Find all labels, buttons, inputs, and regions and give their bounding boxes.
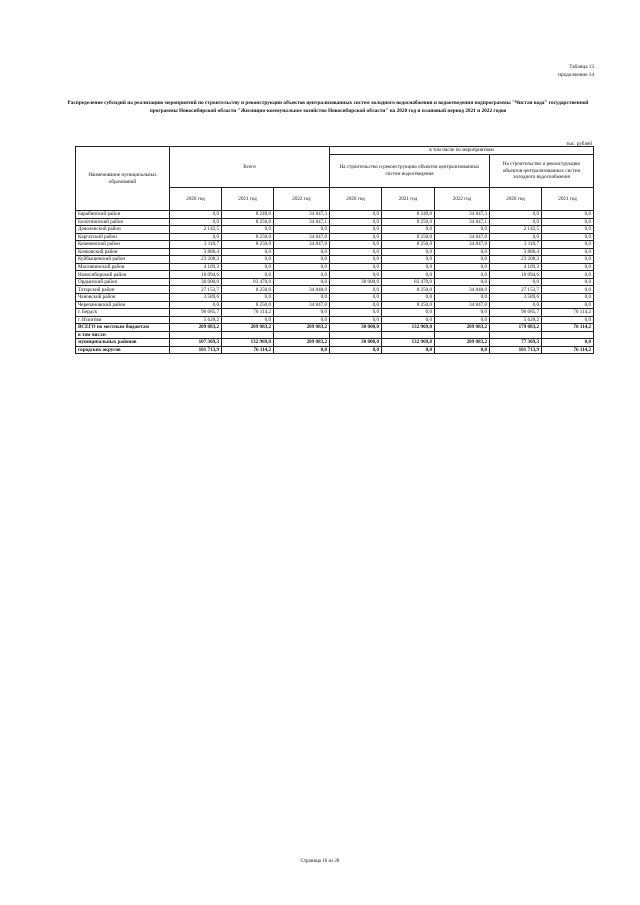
municipality-name-cell: Черепановский район — [76, 301, 170, 309]
amount-cell: 0,0 — [382, 316, 435, 324]
municipality-name-cell: Барабинский район — [76, 211, 170, 219]
amount-cell: 0,0 — [382, 248, 435, 256]
table-label: Таблица 13 — [569, 64, 594, 70]
amount-cell: 0,0 — [435, 294, 490, 302]
amount-cell: 8 249,0 — [222, 211, 274, 219]
amount-cell: 209 083,2 — [435, 339, 490, 347]
amount-cell: 8 250,0 — [222, 233, 274, 241]
amount-cell: 209 083,2 — [274, 339, 330, 347]
amount-cell: 76 114,2 — [222, 309, 274, 317]
amount-cell: 0,0 — [222, 316, 274, 324]
amount-cell: 0,0 — [435, 248, 490, 256]
header-year: 2022 год — [274, 188, 330, 211]
amount-cell: 0,0 — [542, 248, 594, 256]
table-row — [76, 278, 594, 286]
amount-cell: 34 847,0 — [435, 241, 490, 249]
municipality-name-cell: Доволенский район — [76, 226, 170, 234]
table-row — [76, 256, 594, 264]
municipality-name-cell: Маслянинский район — [76, 263, 170, 271]
amount-cell — [542, 331, 594, 339]
header-municipality: Наименование муниципальных образований — [76, 147, 170, 211]
amount-cell: 3 880,4 — [490, 248, 542, 256]
amount-cell: 8 250,0 — [382, 233, 435, 241]
amount-cell: 34 848,0 — [435, 286, 490, 294]
amount-cell: 0,0 — [330, 241, 382, 249]
amount-cell: 0,0 — [330, 248, 382, 256]
amount-cell: 34 848,0 — [274, 286, 330, 294]
amount-cell: 27 153,7 — [490, 286, 542, 294]
amount-cell: 209 083,2 — [222, 324, 274, 332]
amount-cell: 0,0 — [382, 271, 435, 279]
amount-cell: 209 083,2 — [170, 324, 222, 332]
amount-cell: 0,0 — [170, 218, 222, 226]
amount-cell: 0,0 — [490, 211, 542, 219]
amount-cell: 0,0 — [330, 211, 382, 219]
amount-cell: 209 083,2 — [274, 324, 330, 332]
amount-cell: 2 142,5 — [490, 226, 542, 234]
amount-cell: 0,0 — [435, 256, 490, 264]
header-wastewater: На строительство и реконструкцию объектов централизованных систем водоотведения — [330, 155, 490, 188]
amount-cell: 0,0 — [542, 286, 594, 294]
amount-cell: 0,0 — [330, 226, 382, 234]
amount-cell: 27 153,7 — [170, 286, 222, 294]
amount-cell: 3 110,7 — [170, 241, 222, 249]
amount-cell: 0,0 — [435, 271, 490, 279]
amount-cell: 34 847,0 — [435, 233, 490, 241]
amount-cell: 0,0 — [542, 301, 594, 309]
amount-cell: 34 847,0 — [435, 301, 490, 309]
amount-cell: 0,0 — [542, 241, 594, 249]
amount-cell: 0,0 — [222, 256, 274, 264]
table-row — [76, 294, 594, 302]
amount-cell: 0,0 — [274, 309, 330, 317]
municipality-name-cell: Каргатский район — [76, 233, 170, 241]
table-row — [76, 316, 594, 324]
amount-cell — [222, 331, 274, 339]
amount-cell: 2 142,5 — [170, 226, 222, 234]
amount-cell: 0,0 — [222, 226, 274, 234]
amount-cell: 0,0 — [222, 294, 274, 302]
municipality-name-cell: г. Бердск — [76, 309, 170, 317]
amount-cell: 10 094,6 — [170, 271, 222, 279]
header-total: Всего — [170, 147, 330, 188]
table-row — [76, 331, 594, 339]
units-label: тыс. рублей — [566, 141, 592, 147]
amount-cell: 8 249,0 — [382, 211, 435, 219]
amount-cell: 179 083,2 — [490, 324, 542, 332]
amount-cell: 0,0 — [274, 263, 330, 271]
amount-cell: 4 189,3 — [490, 263, 542, 271]
header-year: 2021 год — [222, 188, 274, 211]
table-row — [76, 241, 594, 249]
amount-cell: 0,0 — [435, 316, 490, 324]
amount-cell: 3 880,4 — [170, 248, 222, 256]
municipality-name-cell: Новосибирский район — [76, 271, 170, 279]
amount-cell: 83 470,0 — [382, 278, 435, 286]
amount-cell: 23 208,3 — [490, 256, 542, 264]
amount-cell: 96 085,7 — [170, 309, 222, 317]
amount-cell: 30 000,0 — [170, 278, 222, 286]
municipality-name-cell: Болотнинский район — [76, 218, 170, 226]
amount-cell: 0,0 — [542, 263, 594, 271]
table-row — [76, 211, 594, 219]
amount-cell: 34 847,3 — [435, 211, 490, 219]
amount-cell: 34 847,0 — [274, 241, 330, 249]
table-number-label — [558, 64, 594, 79]
amount-cell: 0,0 — [330, 218, 382, 226]
amount-cell: 0,0 — [170, 233, 222, 241]
amount-cell: 0,0 — [542, 294, 594, 302]
page-footer: Страница 16 из 28 — [300, 859, 340, 864]
amount-cell: 0,0 — [382, 294, 435, 302]
amount-cell: 0,0 — [490, 278, 542, 286]
amount-cell: 0,0 — [542, 271, 594, 279]
table-row — [76, 263, 594, 271]
amount-cell: 0,0 — [330, 263, 382, 271]
amount-cell: 0,0 — [382, 346, 435, 354]
header-year: 2020 год — [490, 188, 542, 211]
document-title: Распределение субсидий на реализацию мероприятий по строительству и реконструкции объектов централизованных систем холодного водоснабжения и водоотведения подпрограммы "Чистая вода" государственной программы Новосибирской области "Жилищно-коммунальное хозяйство Новосибирской области" на 2020 год и плановый период 2021 и 2022 годов — [67, 100, 589, 115]
amount-cell: 0,0 — [382, 263, 435, 271]
municipality-name-cell: ВСЕГО по местным бюджетам — [76, 324, 170, 332]
municipality-name-cell: муниципальных районов — [76, 339, 170, 347]
amount-cell: 0,0 — [170, 211, 222, 219]
amount-cell: 0,0 — [330, 346, 382, 354]
amount-cell: 209 083,2 — [435, 324, 490, 332]
amount-cell: 0,0 — [330, 286, 382, 294]
amount-cell: 5 628,2 — [490, 316, 542, 324]
amount-cell: 101 713,9 — [490, 346, 542, 354]
amount-cell: 34 847,0 — [274, 301, 330, 309]
amount-cell: 0,0 — [274, 226, 330, 234]
municipality-name-cell: городских округов — [76, 346, 170, 354]
amount-cell: 0,0 — [222, 248, 274, 256]
table-body — [76, 211, 594, 354]
amount-cell: 0,0 — [435, 346, 490, 354]
amount-cell: 0,0 — [330, 301, 382, 309]
amount-cell: 0,0 — [170, 301, 222, 309]
amount-cell: 0,0 — [274, 248, 330, 256]
amount-cell: 8 250,0 — [222, 301, 274, 309]
amount-cell: 0,0 — [274, 346, 330, 354]
amount-cell: 0,0 — [330, 233, 382, 241]
amount-cell: 0,0 — [330, 256, 382, 264]
table-row — [76, 324, 594, 332]
header-year: 2020 год — [330, 188, 382, 211]
amount-cell — [382, 331, 435, 339]
amount-cell: 3 110,7 — [490, 241, 542, 249]
amount-cell: 34 847,0 — [274, 233, 330, 241]
amount-cell: 0,0 — [435, 263, 490, 271]
amount-cell: 101 713,9 — [170, 346, 222, 354]
amount-cell: 0,0 — [382, 226, 435, 234]
header-water-supply: На строительство и реконструкцию объектов централизованных систем холодного водоснабжения — [490, 155, 594, 188]
amount-cell: 132 969,0 — [382, 339, 435, 347]
amount-cell: 76 114,2 — [542, 346, 594, 354]
table-row — [76, 301, 594, 309]
amount-cell: 76 114,2 — [542, 324, 594, 332]
amount-cell: 23 208,3 — [170, 256, 222, 264]
table-row — [76, 286, 594, 294]
amount-cell: 77 369,3 — [490, 339, 542, 347]
amount-cell: 107 369,3 — [170, 339, 222, 347]
amount-cell: 34 847,1 — [274, 218, 330, 226]
amount-cell: 30 000,0 — [330, 339, 382, 347]
amount-cell: 3 589,6 — [170, 294, 222, 302]
header-year: 2020 год — [170, 188, 222, 211]
header-year: 2022 год — [435, 188, 490, 211]
amount-cell: 0,0 — [435, 226, 490, 234]
amount-cell — [274, 331, 330, 339]
amount-cell — [490, 331, 542, 339]
amount-cell: 8 250,0 — [382, 301, 435, 309]
municipality-name-cell: г. Искитим — [76, 316, 170, 324]
amount-cell: 34 847,3 — [274, 211, 330, 219]
amount-cell: 10 094,6 — [490, 271, 542, 279]
amount-cell: 0,0 — [330, 294, 382, 302]
amount-cell — [330, 331, 382, 339]
amount-cell: 76 114,2 — [542, 309, 594, 317]
amount-cell: 0,0 — [435, 309, 490, 317]
amount-cell: 8 250,0 — [222, 218, 274, 226]
amount-cell: 4 189,3 — [170, 263, 222, 271]
amount-cell: 0,0 — [542, 233, 594, 241]
municipality-name-cell: Ордынский район — [76, 278, 170, 286]
amount-cell: 0,0 — [542, 218, 594, 226]
amount-cell: 96 085,7 — [490, 309, 542, 317]
header-year: 2021 год — [542, 188, 594, 211]
amount-cell: 0,0 — [490, 301, 542, 309]
subsidy-table — [75, 146, 594, 354]
amount-cell: 0,0 — [490, 218, 542, 226]
amount-cell: 0,0 — [274, 271, 330, 279]
amount-cell: 3 589,6 — [490, 294, 542, 302]
amount-cell: 0,0 — [542, 256, 594, 264]
amount-cell: 8 250,0 — [222, 286, 274, 294]
amount-cell: 30 000,0 — [330, 324, 382, 332]
amount-cell — [435, 331, 490, 339]
amount-cell: 0,0 — [274, 256, 330, 264]
amount-cell: 0,0 — [274, 316, 330, 324]
amount-cell: 0,0 — [382, 309, 435, 317]
amount-cell: 0,0 — [222, 271, 274, 279]
table-row — [76, 271, 594, 279]
municipality-name-cell: Коченевский район — [76, 241, 170, 249]
amount-cell: 0,0 — [542, 339, 594, 347]
table-row — [76, 226, 594, 234]
amount-cell: 132 969,0 — [382, 324, 435, 332]
table-row — [76, 346, 594, 354]
amount-cell: 0,0 — [490, 233, 542, 241]
amount-cell: 30 000,0 — [330, 278, 382, 286]
amount-cell — [170, 331, 222, 339]
amount-cell: 8 250,0 — [382, 241, 435, 249]
amount-cell: 0,0 — [542, 278, 594, 286]
header-including: в том числе по мероприятиям — [330, 147, 594, 155]
amount-cell: 34 847,1 — [435, 218, 490, 226]
table-row — [76, 233, 594, 241]
amount-cell: 0,0 — [274, 294, 330, 302]
amount-cell: 0,0 — [382, 256, 435, 264]
amount-cell: 132 969,0 — [222, 339, 274, 347]
amount-cell: 0,0 — [274, 278, 330, 286]
amount-cell: 0,0 — [222, 263, 274, 271]
amount-cell: 5 628,2 — [170, 316, 222, 324]
amount-cell: 0,0 — [330, 309, 382, 317]
amount-cell: 0,0 — [542, 316, 594, 324]
municipality-name-cell: в том числе: — [76, 331, 170, 339]
table-row — [76, 248, 594, 256]
municipality-name-cell: Куйбышевский район — [76, 256, 170, 264]
municipality-name-cell: Чановский район — [76, 294, 170, 302]
amount-cell: 0,0 — [542, 226, 594, 234]
municipality-name-cell: Кочковский район — [76, 248, 170, 256]
amount-cell: 8 250,0 — [222, 241, 274, 249]
municipality-name-cell: Татарский район — [76, 286, 170, 294]
table-row — [76, 309, 594, 317]
header-year: 2021 год — [382, 188, 435, 211]
amount-cell: 0,0 — [330, 271, 382, 279]
continuation-label: продолжение 14 — [558, 71, 594, 78]
table-row — [76, 218, 594, 226]
amount-cell: 76 114,2 — [222, 346, 274, 354]
amount-cell: 83 470,0 — [222, 278, 274, 286]
amount-cell: 0,0 — [435, 278, 490, 286]
amount-cell: 8 250,0 — [382, 286, 435, 294]
amount-cell: 0,0 — [330, 316, 382, 324]
amount-cell: 8 250,0 — [382, 218, 435, 226]
amount-cell: 0,0 — [542, 211, 594, 219]
table-row — [76, 339, 594, 347]
